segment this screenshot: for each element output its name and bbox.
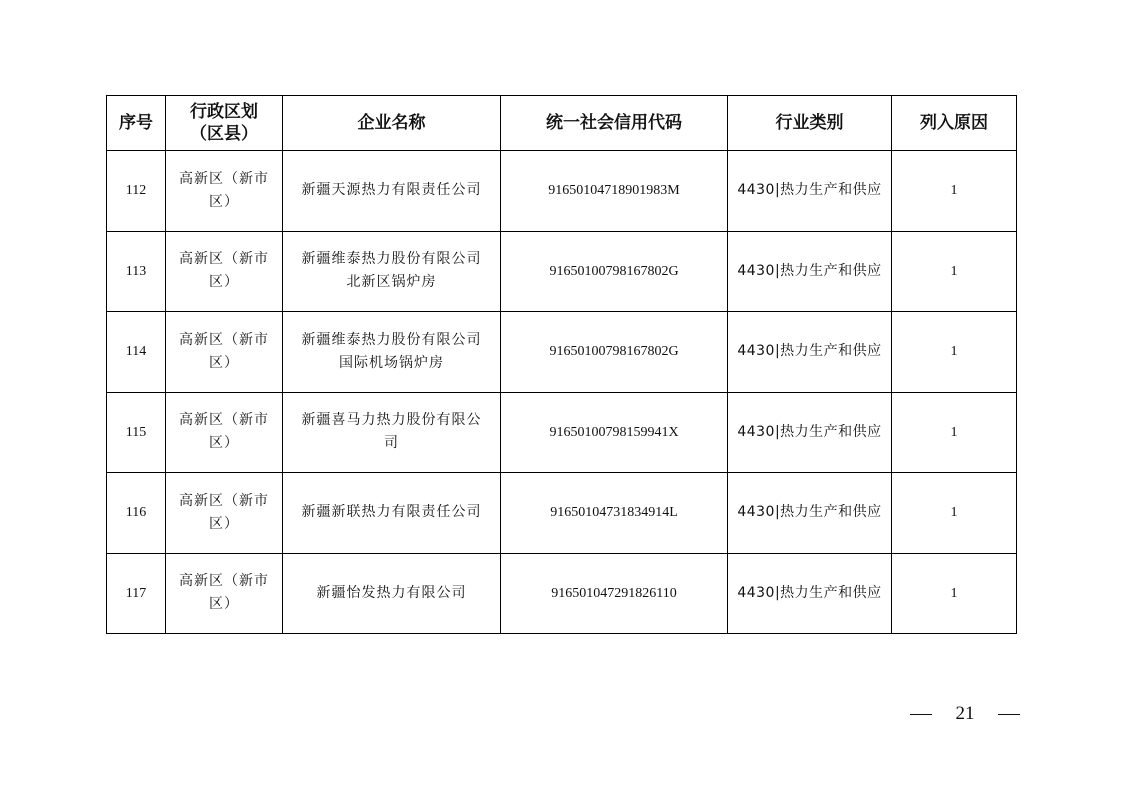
header-district xyxy=(166,96,283,151)
header-company: 企业名称 xyxy=(283,96,501,151)
district-line2: 区） xyxy=(209,596,239,613)
cell-company xyxy=(283,473,501,554)
page-number-value: 21 xyxy=(955,703,975,724)
cell-reason: 1 xyxy=(892,312,1017,393)
cell-industry: 4430|热力生产和供应 xyxy=(728,231,892,312)
cell-district xyxy=(166,151,283,232)
cell-company xyxy=(283,312,501,393)
district-line1: 高新区（新市 xyxy=(179,170,269,187)
cell-industry: 4430|热力生产和供应 xyxy=(728,473,892,554)
district-line1: 高新区（新市 xyxy=(179,251,269,268)
cell-credit-code: 916501047291826110 xyxy=(501,553,728,634)
enterprise-list-table xyxy=(106,95,1017,634)
cell-seq: 113 xyxy=(107,231,166,312)
table-row xyxy=(107,553,1017,634)
cell-company xyxy=(283,231,501,312)
table-row xyxy=(107,231,1017,312)
district-line2: 区） xyxy=(209,435,239,452)
company-line1: 新疆怡发热力有限公司 xyxy=(316,584,467,601)
cell-credit-code: 91650104731834914L xyxy=(501,473,728,554)
table-row xyxy=(107,392,1017,473)
cell-district xyxy=(166,392,283,473)
company-line2: 北新区锅炉房 xyxy=(346,274,437,291)
cell-credit-code: 91650100798159941X xyxy=(501,392,728,473)
page-number-left-dash xyxy=(910,714,932,715)
cell-reason: 1 xyxy=(892,392,1017,473)
cell-credit-code: 91650104718901983M xyxy=(501,151,728,232)
table-row xyxy=(107,151,1017,232)
cell-seq: 112 xyxy=(107,151,166,232)
cell-industry: 4430|热力生产和供应 xyxy=(728,312,892,393)
company-line2: 司 xyxy=(384,435,399,452)
cell-industry: 4430|热力生产和供应 xyxy=(728,553,892,634)
company-line1: 新疆维泰热力股份有限公司 xyxy=(301,251,482,268)
table-row xyxy=(107,473,1017,554)
cell-district xyxy=(166,473,283,554)
cell-seq: 115 xyxy=(107,392,166,473)
cell-reason: 1 xyxy=(892,553,1017,634)
company-line1: 新疆维泰热力股份有限公司 xyxy=(301,331,482,348)
header-reason: 列入原因 xyxy=(892,96,1017,151)
cell-district xyxy=(166,312,283,393)
header-row xyxy=(107,96,1017,151)
district-line2: 区） xyxy=(209,515,239,532)
table-body xyxy=(107,151,1017,634)
cell-seq: 117 xyxy=(107,553,166,634)
cell-credit-code: 91650100798167802G xyxy=(501,231,728,312)
cell-reason: 1 xyxy=(892,151,1017,232)
table-header xyxy=(107,96,1017,151)
header-industry: 行业类别 xyxy=(728,96,892,151)
district-line2: 区） xyxy=(209,193,239,210)
company-line1: 新疆喜马力热力股份有限公 xyxy=(301,412,482,429)
table-row xyxy=(107,312,1017,393)
district-line2: 区） xyxy=(209,354,239,371)
page-number-right-dash xyxy=(998,714,1020,715)
cell-company xyxy=(283,151,501,232)
cell-credit-code: 91650100798167802G xyxy=(501,312,728,393)
header-district-line2: （区县） xyxy=(190,124,258,144)
district-line2: 区） xyxy=(209,274,239,291)
header-seq: 序号 xyxy=(107,96,166,151)
header-credit-code: 统一社会信用代码 xyxy=(501,96,728,151)
cell-company xyxy=(283,553,501,634)
company-line2: 国际机场锅炉房 xyxy=(339,354,444,371)
district-line1: 高新区（新市 xyxy=(179,412,269,429)
cell-seq: 116 xyxy=(107,473,166,554)
district-line1: 高新区（新市 xyxy=(179,331,269,348)
cell-district xyxy=(166,553,283,634)
cell-reason: 1 xyxy=(892,231,1017,312)
cell-industry: 4430|热力生产和供应 xyxy=(728,151,892,232)
company-line1: 新疆天源热力有限责任公司 xyxy=(301,182,482,199)
cell-company xyxy=(283,392,501,473)
company-line1: 新疆新联热力有限责任公司 xyxy=(301,504,482,521)
header-district-line1: 行政区划 xyxy=(190,102,258,122)
cell-industry: 4430|热力生产和供应 xyxy=(728,392,892,473)
district-line1: 高新区（新市 xyxy=(179,492,269,509)
district-line1: 高新区（新市 xyxy=(179,573,269,590)
cell-district xyxy=(166,231,283,312)
cell-reason: 1 xyxy=(892,473,1017,554)
cell-seq: 114 xyxy=(107,312,166,393)
page-number xyxy=(910,703,1020,725)
